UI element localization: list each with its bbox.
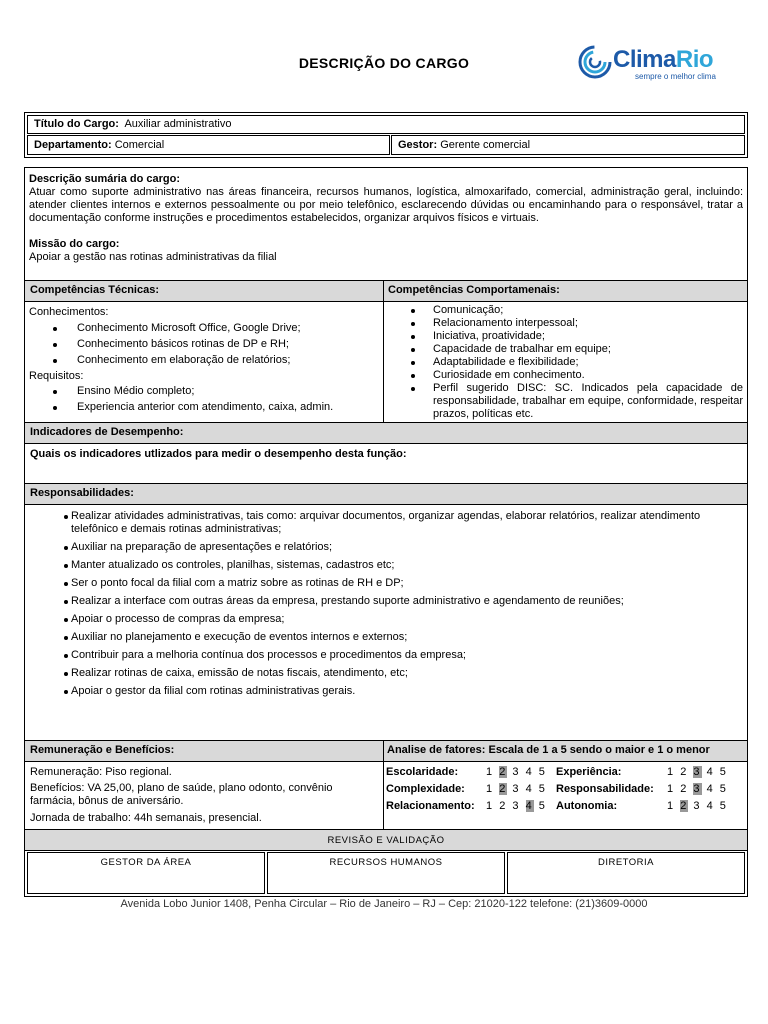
departamento-value: Comercial — [114, 139, 165, 151]
fator-label: Relacionamento: — [386, 800, 475, 812]
scale-value: 4 — [706, 800, 715, 812]
fatores-content — [386, 766, 746, 822]
list-item: Experiencia anterior com atendimento, caixa, admin. — [77, 401, 379, 414]
scale-value: 4 — [706, 783, 715, 795]
departamento-label: Departamento: — [34, 139, 112, 151]
fator-relacionamento — [386, 800, 547, 813]
list-item: Curiosidade em conhecimento. — [433, 369, 743, 382]
remuneracao-header: Remuneração e Benefícios: — [25, 741, 383, 761]
assinatura-gestor — [27, 852, 265, 894]
scale-value: 3 — [693, 783, 702, 795]
scale-value: 2 — [499, 766, 508, 778]
scale-value: 5 — [538, 800, 547, 812]
fator-scale — [486, 766, 547, 779]
gestor-label: Gestor: — [398, 139, 438, 151]
missao-text: Apoiar a gestão nas rotinas administrativas da filial — [29, 251, 277, 263]
scale-value: 2 — [680, 766, 689, 778]
scale-value: 1 — [486, 783, 495, 795]
fator-label: Responsabilidade: — [556, 783, 654, 795]
scale-value: 5 — [719, 800, 728, 812]
scale-value: 5 — [538, 766, 547, 778]
assinatura-rh — [267, 852, 505, 894]
scale-value: 1 — [486, 766, 495, 778]
competencias-tecnicas-content — [29, 306, 379, 414]
descricao-label: Descrição sumária do cargo: — [29, 173, 181, 185]
recursos-humanos-label: RECURSOS HUMANOS — [329, 857, 443, 868]
scale-value: 4 — [525, 800, 534, 812]
list-item: Iniciativa, proatividade; — [433, 330, 743, 343]
departamento-cell — [27, 135, 390, 155]
scale-value: 5 — [719, 783, 728, 795]
scale-value: 3 — [693, 800, 702, 812]
scale-value: 4 — [525, 766, 534, 778]
responsabilidades-list — [71, 510, 741, 698]
scale-value: 2 — [499, 783, 508, 795]
swirl-logo-icon — [578, 45, 612, 79]
fator-experiencia — [556, 766, 728, 779]
scale-value: 1 — [667, 783, 676, 795]
logo-tagline: sempre o melhor clima — [635, 72, 716, 81]
list-item: Apoiar o gestor da filial com rotinas administrativas gerais. — [71, 685, 741, 698]
scale-value: 2 — [499, 800, 508, 812]
list-item: Auxiliar na preparação de apresentações e relatórios; — [71, 541, 741, 554]
fator-label: Autonomia: — [556, 800, 618, 812]
titulo-row — [27, 115, 745, 134]
info-box — [24, 112, 748, 158]
titulo-label: Título do Cargo: — [34, 118, 119, 130]
beneficios-line: Benefícios: VA 25,00, plano de saúde, plano odonto, convênio farmácia, bônus de aniversário. — [30, 782, 333, 807]
list-item: Realizar atividades administrativas, tais como: arquivar documentos, organizar agendas, elaborar relatórios, realizar atendimento telefônico e demais rotinas administrativas; — [71, 510, 741, 536]
fator-scale — [667, 783, 728, 796]
list-item: Conhecimento em elaboração de relatórios; — [77, 354, 379, 367]
conhecimentos-list — [29, 322, 379, 367]
fator-label: Experiência: — [556, 766, 622, 778]
missao-label: Missão do cargo: — [29, 238, 120, 250]
scale-value: 1 — [667, 766, 676, 778]
scale-value: 3 — [512, 783, 521, 795]
scale-value: 2 — [680, 783, 689, 795]
scale-value: 3 — [693, 766, 702, 778]
list-item: Realizar a interface com outras áreas da empresa, prestando suporte administrativo e agendamento de reuniões; — [71, 595, 741, 608]
conhecimentos-label: Conhecimentos: — [29, 306, 109, 318]
indicadores-question: Quais os indicadores utlizados para medir o desempenho desta função: — [30, 448, 407, 460]
scale-value: 3 — [512, 766, 521, 778]
fatores-header: Analise de fatores: Escala de 1 a 5 sendo o maior e 1 o menor — [384, 741, 747, 761]
list-item: Manter atualizado os controles, planilhas, sistemas, cadastros etc; — [71, 559, 741, 572]
fator-escolaridade — [386, 766, 547, 779]
scale-value: 4 — [706, 766, 715, 778]
gestor-cell — [391, 135, 745, 155]
competencias-comportamentais-content — [433, 304, 743, 421]
main-box — [24, 167, 748, 897]
fator-scale — [486, 783, 547, 796]
responsabilidades-content — [71, 510, 741, 703]
scale-value: 2 — [680, 800, 689, 812]
scale-value: 5 — [538, 783, 547, 795]
scale-value: 5 — [719, 766, 728, 778]
scale-value: 1 — [667, 800, 676, 812]
list-item: Conhecimento Microsoft Office, Google Drive; — [77, 322, 379, 335]
diretoria-label: DIRETORIA — [597, 857, 655, 868]
competencias-comportamentais-header: Competências Comportamenais: — [384, 281, 747, 301]
competencias-tecnicas-header: Competências Técnicas: — [25, 281, 383, 301]
gestor-area-label: GESTOR DA ÁREA — [100, 857, 192, 868]
document-title: DESCRIÇÃO DO CARGO — [298, 55, 470, 71]
scale-value: 1 — [486, 800, 495, 812]
gestor-value: Gerente comercial — [440, 139, 531, 151]
logo-wordmark: ClimaRio — [613, 46, 714, 73]
descricao-text: Atuar como suporte administrativo nas áreas financeira, recursos humanos, logística, almoxarifado, comercial, administração geral, incluindo: atender clientes internos e externos pessoalmente ou por meio telefônico, esclarecendo dúvidas ou encaminhando para o responsável, tratar a documentação conforme instruções e procedimentos estabelecidos, organizar arquivos físicos e virtuais. — [29, 186, 743, 224]
climario-logo — [578, 42, 738, 84]
list-item: Capacidade de trabalhar em equipe; — [433, 343, 743, 356]
list-item: Auxiliar no planejamento e execução de eventos internos e externos; — [71, 631, 741, 644]
fator-scale — [667, 800, 728, 813]
list-item: Relacionamento interpessoal; — [433, 317, 743, 330]
list-item: Conhecimento básicos rotinas de DP e RH; — [77, 338, 379, 351]
scale-value: 3 — [512, 800, 521, 812]
list-item: Realizar rotinas de caixa, emissão de notas fiscais, atendimento, etc; — [71, 667, 741, 680]
fator-label: Escolaridade: — [386, 766, 459, 778]
revisao-header: REVISÃO E VALIDAÇÃO — [25, 830, 747, 850]
titulo-value: Auxiliar administrativo — [124, 118, 232, 130]
comportamentais-list — [433, 304, 743, 421]
fator-scale — [486, 800, 547, 813]
assinatura-diretoria — [507, 852, 745, 894]
indicadores-header: Indicadores de Desempenho: — [25, 423, 747, 443]
responsabilidades-header: Responsabilidades: — [25, 484, 747, 504]
scale-value: 4 — [525, 783, 534, 795]
list-item: Perfil sugerido DISC: SC. Indicados pela capacidade de responsabilidade, trabalhar em equipe, conformidade, respeitar prazos, políticas etc. — [433, 382, 743, 421]
list-item: Ser o ponto focal da filial com a matriz sobre as rotinas de RH e DP; — [71, 577, 741, 590]
fator-complexidade — [386, 783, 547, 796]
requisitos-label: Requisitos: — [29, 370, 84, 382]
remuneracao-content — [30, 766, 375, 825]
jornada-line: Jornada de trabalho: 44h semanais, presencial. — [30, 812, 262, 824]
remuneracao-line: Remuneração: Piso regional. — [30, 766, 172, 778]
list-item: Apoiar o processo de compras da empresa; — [71, 613, 741, 626]
fator-autonomia — [556, 800, 728, 813]
requisitos-list — [29, 385, 379, 414]
list-item: Ensino Médio completo; — [77, 385, 379, 398]
fator-scale — [667, 766, 728, 779]
footer-address: Avenida Lobo Junior 1408, Penha Circular – Rio de Janeiro – RJ – Cep: 21020-122 telefone: (21)3609-0000 — [120, 898, 648, 910]
list-item: Contribuir para a melhoria contínua dos processos e procedimentos da empresa; — [71, 649, 741, 662]
fator-label: Complexidade: — [386, 783, 465, 795]
list-item: Adaptabilidade e flexibilidade; — [433, 356, 743, 369]
fator-responsabilidade — [556, 783, 728, 796]
descricao-section — [29, 173, 743, 264]
list-item: Comunicação; — [433, 304, 743, 317]
